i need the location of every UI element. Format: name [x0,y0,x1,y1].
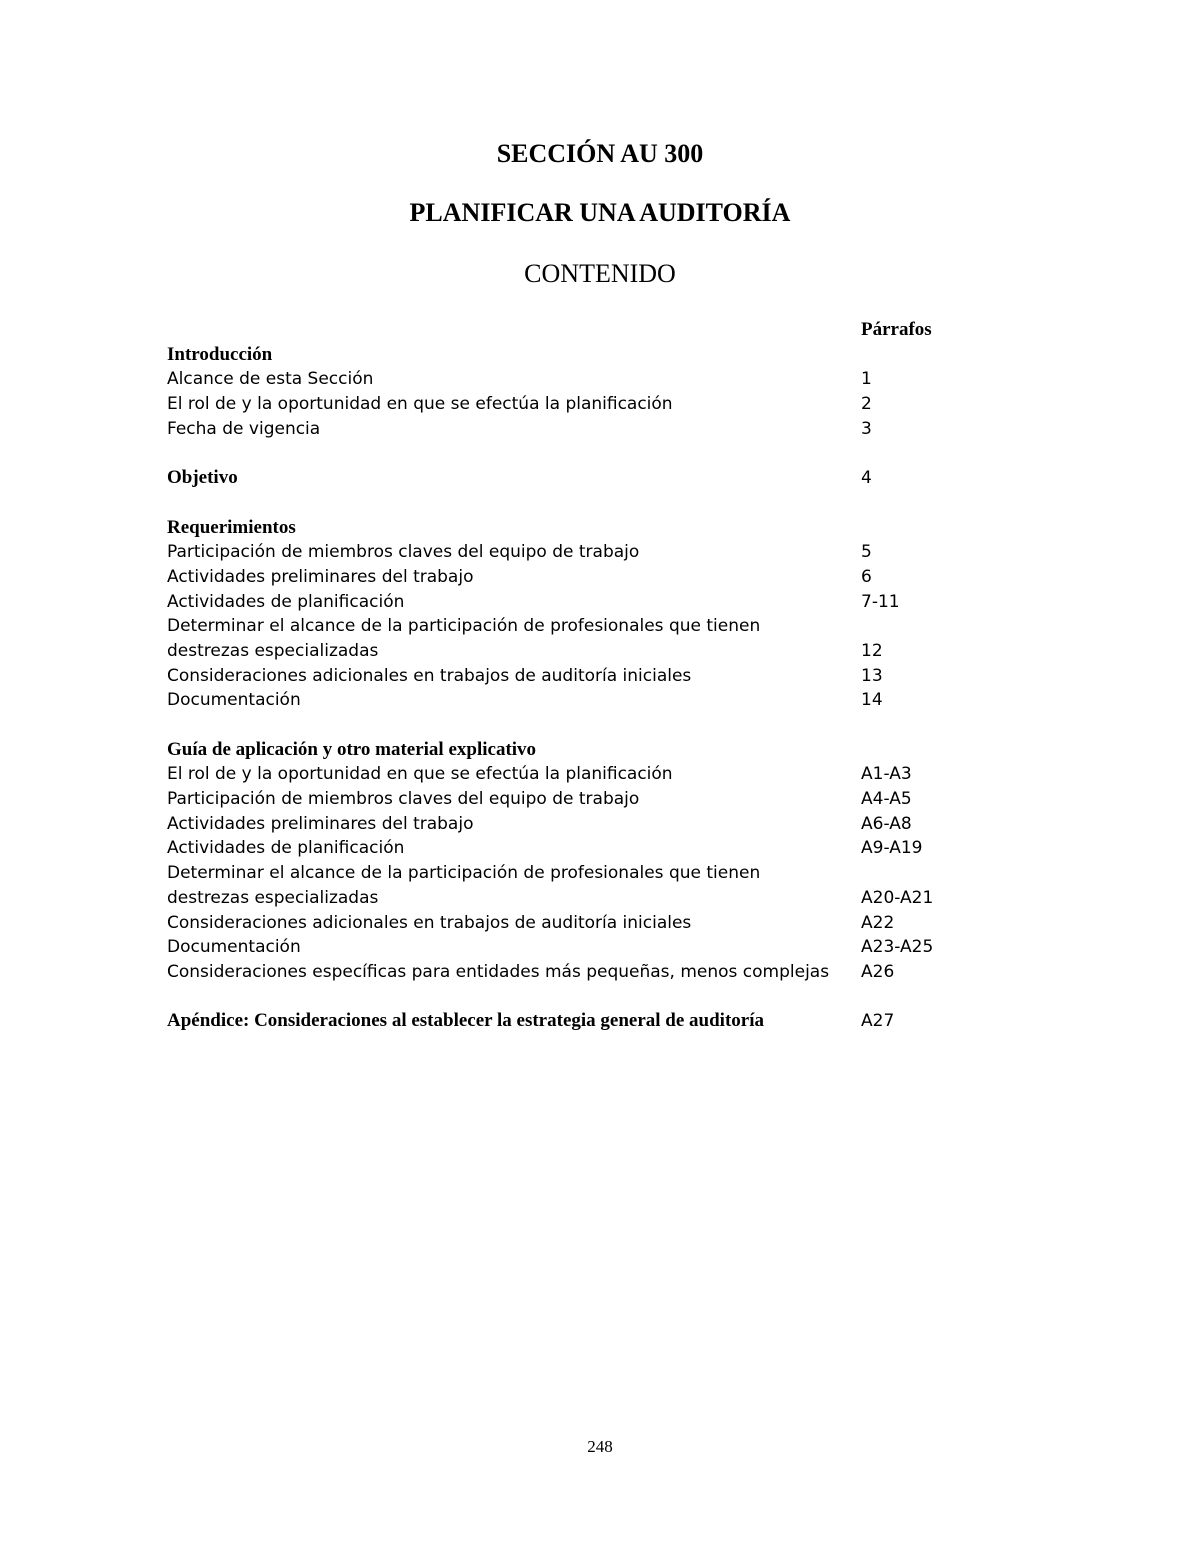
toc-item-label: El rol de y la oportunidad en que se efectúa la planificación [167,764,673,785]
toc-column-header-row [167,318,967,343]
toc-item-label: Alcance de esta Sección [167,369,374,390]
toc-item-para: 3 [861,418,872,439]
toc-item [167,861,967,886]
toc-group-title-row [167,516,967,541]
toc-item [167,886,967,911]
contents-heading: CONTENIDO [524,259,676,288]
toc-item-para: A4-A5 [861,789,912,810]
toc-spacer [167,713,967,738]
toc-item [167,565,967,590]
toc-item-para: 7-11 [861,591,900,612]
toc-item [167,639,967,664]
toc-item-para: 6 [861,566,872,587]
toc-item-para: 1 [861,369,872,390]
toc-item [167,664,967,689]
toc-item-para [861,861,961,886]
toc-group-title: Apéndice: Consideraciones al establecer la estrategia general de auditoría [167,1010,764,1032]
toc-item-label: destrezas especializadas [167,887,379,908]
toc-group-para [861,738,961,763]
toc-item-para: A1-A3 [861,764,912,785]
toc-item-label: Consideraciones específicas para entidades más pequeñas, menos complejas [167,961,830,982]
toc-item-label: Documentación [167,937,301,958]
toc-item [167,392,967,417]
toc-group-title: Introducción [167,343,273,365]
toc-item-para: 14 [861,690,883,711]
toc-item [167,935,967,960]
toc-item [167,540,967,565]
toc-item-label: Determinar el alcance de la participación de profesionales que tienen [167,863,761,884]
toc-item [167,911,967,936]
toc-item-label: Actividades preliminares del trabajo [167,566,474,587]
toc-item [167,762,967,787]
toc-group-para [861,516,961,541]
toc-item-para: A26 [861,961,895,982]
toc-item-para: A6-A8 [861,813,912,834]
toc-header-spacer [167,318,861,343]
toc-item-label: Consideraciones adicionales en trabajos de auditoría iniciales [167,912,692,933]
toc-item-label: Documentación [167,690,301,711]
section-heading: SECCIÓN AU 300 [496,139,704,168]
toc-group-title: Requerimientos [167,516,296,538]
toc-item-label: Participación de miembros claves del equipo de trabajo [167,542,640,563]
document-title: PLANIFICAR UNA AUDITORÍA [409,198,791,227]
toc-item-para: 5 [861,542,872,563]
toc-group-title-row [167,738,967,763]
toc-spacer [167,441,967,466]
toc-item [167,812,967,837]
toc-item-para [861,614,961,639]
toc-item [167,614,967,639]
toc-item-label: El rol de y la oportunidad en que se efectúa la planificación [167,394,673,415]
toc-item-para: 12 [861,640,883,661]
toc-group-title-row [167,343,967,368]
toc-item-para: A23-A25 [861,937,934,958]
table-of-contents [167,318,967,1034]
toc-item [167,590,967,615]
toc-item-label: Actividades preliminares del trabajo [167,813,474,834]
toc-item-label: Determinar el alcance de la participación de profesionales que tienen [167,616,761,637]
toc-item-para: A22 [861,912,895,933]
toc-item-para: A9-A19 [861,838,923,859]
toc-group-para: 4 [861,468,872,489]
toc-item-label: Actividades de planificación [167,591,405,612]
toc-group-title: Objetivo [167,467,238,489]
toc-spacer [167,985,967,1010]
toc-group-para: A27 [861,1011,895,1032]
toc-column-header: Párrafos [861,319,932,340]
toc-item [167,367,967,392]
toc-item [167,688,967,713]
toc-item-para: 13 [861,665,883,686]
toc-item-para: 2 [861,394,872,415]
toc-group-title: Guía de aplicación y otro material explicativo [167,738,537,760]
page-number: 248 [587,1437,613,1456]
toc-item [167,417,967,442]
toc-item-label: Consideraciones adicionales en trabajos de auditoría iniciales [167,665,692,686]
toc-item-label: Fecha de vigencia [167,418,321,439]
toc-group-title-row [167,466,967,491]
toc-item-label: destrezas especializadas [167,640,379,661]
toc-group-para [861,343,961,368]
toc-item [167,787,967,812]
toc-group-title-row [167,1009,967,1034]
toc-spacer [167,491,967,516]
toc-item [167,960,967,985]
toc-item-label: Participación de miembros claves del equipo de trabajo [167,789,640,810]
toc-item [167,836,967,861]
toc-item-para: A20-A21 [861,887,934,908]
toc-item-label: Actividades de planificación [167,838,405,859]
